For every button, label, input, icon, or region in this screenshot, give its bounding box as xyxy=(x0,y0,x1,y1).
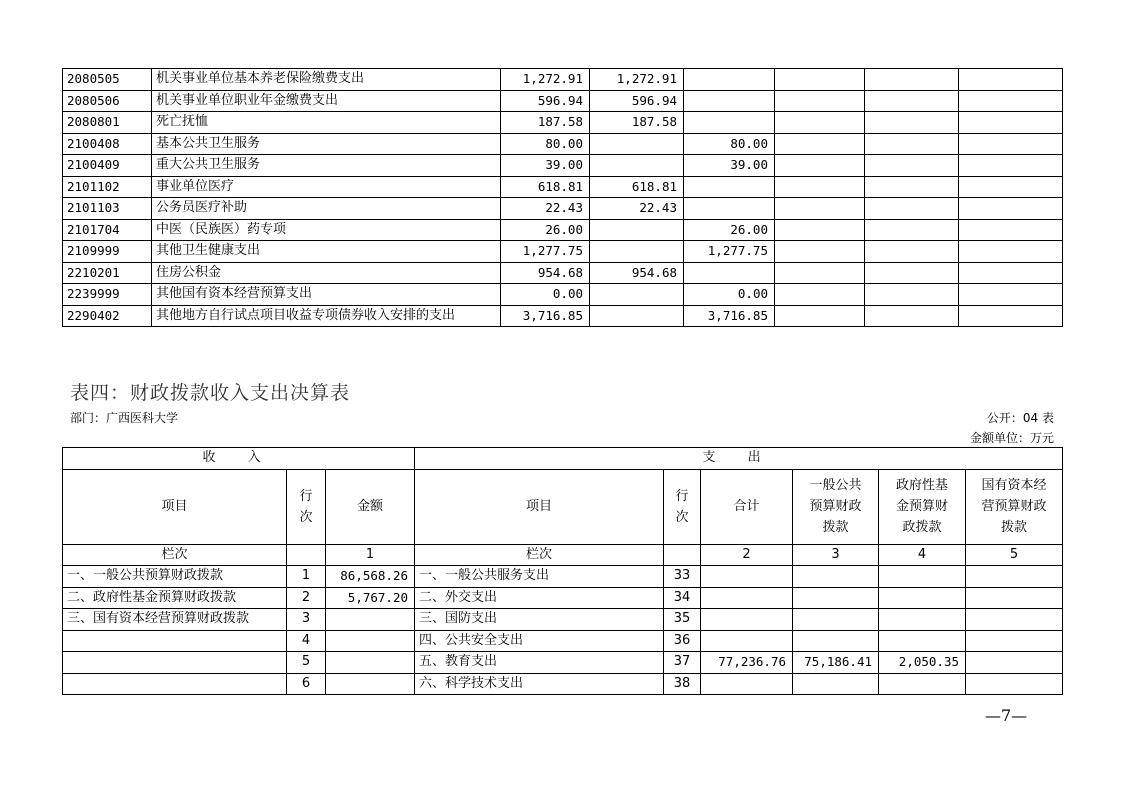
other-amount xyxy=(959,284,1063,306)
expense-row-no: 33 xyxy=(664,566,701,588)
total-amount: 596.94 xyxy=(501,90,590,112)
table-row xyxy=(63,673,1063,695)
subject-code: 2080505 xyxy=(63,69,152,91)
income-amount xyxy=(326,673,415,695)
income-row-no: 1 xyxy=(287,566,326,588)
total-amount: 1,272.91 xyxy=(501,69,590,91)
subject-name: 死亡抚恤 xyxy=(152,112,501,134)
income-row-no: 6 xyxy=(287,673,326,695)
other-amount xyxy=(775,219,865,241)
basic-expense: 618.81 xyxy=(590,176,684,198)
basic-expense xyxy=(590,133,684,155)
table-row xyxy=(63,90,1063,112)
expense-item: 四、公共安全支出 xyxy=(415,630,664,652)
income-item: 一、一般公共预算财政拨款 xyxy=(63,566,287,588)
total-amount: 1,277.75 xyxy=(501,241,590,263)
income-item-header: 项目 xyxy=(63,469,287,544)
income-amount xyxy=(326,630,415,652)
fund-budget-amount: 2,050.35 xyxy=(879,652,966,674)
other-amount xyxy=(865,198,959,220)
subject-name: 其他国有资本经营预算支出 xyxy=(152,284,501,306)
table-row xyxy=(63,176,1063,198)
subject-name: 住房公积金 xyxy=(152,262,501,284)
expense-row-no: 34 xyxy=(664,587,701,609)
income-item xyxy=(63,673,287,695)
project-expense xyxy=(684,262,775,284)
other-amount xyxy=(959,133,1063,155)
subject-name: 机关事业单位基本养老保险缴费支出 xyxy=(152,69,501,91)
fiscal-appropriation-table xyxy=(62,447,1063,695)
amount-unit-label: 金额单位：万元 xyxy=(969,431,1054,445)
general-budget-amount xyxy=(793,566,879,588)
other-amount xyxy=(775,90,865,112)
state-capital-header: 国有资本经营预算财政拨款 xyxy=(966,469,1063,544)
column-index-label: 栏次 xyxy=(415,544,664,566)
general-budget-header: 一般公共预算财政拨款 xyxy=(793,469,879,544)
project-expense: 0.00 xyxy=(684,284,775,306)
other-amount xyxy=(865,284,959,306)
other-amount xyxy=(775,198,865,220)
expenditure-detail-table xyxy=(62,68,1063,327)
basic-expense: 22.43 xyxy=(590,198,684,220)
total-amount: 26.00 xyxy=(501,219,590,241)
table-row xyxy=(63,305,1063,327)
basic-expense: 1,272.91 xyxy=(590,69,684,91)
income-row-no: 4 xyxy=(287,630,326,652)
income-item: 三、国有资本经营预算财政拨款 xyxy=(63,609,287,631)
basic-expense: 954.68 xyxy=(590,262,684,284)
expense-total: 77,236.76 xyxy=(701,652,793,674)
other-amount xyxy=(959,90,1063,112)
income-amount: 5,767.20 xyxy=(326,587,415,609)
basic-expense xyxy=(590,284,684,306)
total-amount: 39.00 xyxy=(501,155,590,177)
project-expense: 80.00 xyxy=(684,133,775,155)
subject-code: 2109999 xyxy=(63,241,152,263)
table-row xyxy=(63,587,1063,609)
income-amount xyxy=(326,609,415,631)
income-row-no-header: 行次 xyxy=(287,469,326,544)
income-amount: 86,568.26 xyxy=(326,566,415,588)
expenditure-detail-body xyxy=(63,69,1063,327)
total-amount: 22.43 xyxy=(501,198,590,220)
subject-code: 2210201 xyxy=(63,262,152,284)
expense-total xyxy=(701,630,793,652)
fund-budget-amount xyxy=(879,587,966,609)
table-row xyxy=(63,630,1063,652)
expense-item: 五、教育支出 xyxy=(415,652,664,674)
project-expense xyxy=(684,90,775,112)
other-amount xyxy=(865,133,959,155)
other-amount xyxy=(775,284,865,306)
other-amount xyxy=(775,133,865,155)
other-amount xyxy=(865,176,959,198)
table-row xyxy=(63,69,1063,91)
project-expense xyxy=(684,112,775,134)
fund-budget-amount xyxy=(879,566,966,588)
expense-row-no: 35 xyxy=(664,609,701,631)
fund-budget-amount xyxy=(879,630,966,652)
table-title: 表四：财政拨款收入支出决算表 xyxy=(70,382,351,404)
table-row xyxy=(63,241,1063,263)
other-amount xyxy=(865,69,959,91)
department-label: 部门：广西医科大学 xyxy=(70,411,179,425)
total-amount: 0.00 xyxy=(501,284,590,306)
other-amount xyxy=(775,112,865,134)
subject-name: 中医（民族医）药专项 xyxy=(152,219,501,241)
other-amount xyxy=(959,219,1063,241)
table-row xyxy=(63,112,1063,134)
other-amount xyxy=(865,305,959,327)
state-capital-amount xyxy=(966,609,1063,631)
general-budget-amount xyxy=(793,673,879,695)
basic-expense xyxy=(590,241,684,263)
expense-item-header: 项目 xyxy=(415,469,664,544)
other-amount xyxy=(959,241,1063,263)
table-row xyxy=(63,133,1063,155)
project-expense: 1,277.75 xyxy=(684,241,775,263)
subject-code: 2101102 xyxy=(63,176,152,198)
column-index-1: 1 xyxy=(326,544,415,566)
other-amount xyxy=(959,305,1063,327)
expense-total xyxy=(701,609,793,631)
fund-budget-amount xyxy=(879,609,966,631)
subject-code: 2100408 xyxy=(63,133,152,155)
subject-name: 重大公共卫生服务 xyxy=(152,155,501,177)
subject-code: 2239999 xyxy=(63,284,152,306)
table-row xyxy=(63,155,1063,177)
expense-total xyxy=(701,566,793,588)
general-budget-amount xyxy=(793,630,879,652)
state-capital-amount xyxy=(966,587,1063,609)
basic-expense xyxy=(590,219,684,241)
other-amount xyxy=(959,155,1063,177)
other-amount xyxy=(865,241,959,263)
expense-item: 六、科学技术支出 xyxy=(415,673,664,695)
subject-name: 基本公共卫生服务 xyxy=(152,133,501,155)
other-amount xyxy=(865,262,959,284)
expense-row-no: 36 xyxy=(664,630,701,652)
general-budget-amount: 75,186.41 xyxy=(793,652,879,674)
income-item xyxy=(63,630,287,652)
subject-code: 2080801 xyxy=(63,112,152,134)
income-amount-header: 金额 xyxy=(326,469,415,544)
column-index-empty xyxy=(287,544,326,566)
expense-row-no-header: 行次 xyxy=(664,469,701,544)
state-capital-amount xyxy=(966,630,1063,652)
state-capital-amount xyxy=(966,652,1063,674)
subject-code: 2290402 xyxy=(63,305,152,327)
table-row xyxy=(63,652,1063,674)
project-expense: 26.00 xyxy=(684,219,775,241)
other-amount xyxy=(865,219,959,241)
project-expense xyxy=(684,176,775,198)
subject-code: 2101704 xyxy=(63,219,152,241)
basic-expense: 596.94 xyxy=(590,90,684,112)
column-index-empty xyxy=(664,544,701,566)
state-capital-amount xyxy=(966,673,1063,695)
column-index-label: 栏次 xyxy=(63,544,287,566)
subject-name: 其他卫生健康支出 xyxy=(152,241,501,263)
state-capital-amount xyxy=(966,566,1063,588)
project-expense xyxy=(684,69,775,91)
income-row-no: 2 xyxy=(287,587,326,609)
income-amount xyxy=(326,652,415,674)
total-amount: 3,716.85 xyxy=(501,305,590,327)
column-index-3: 3 xyxy=(793,544,879,566)
other-amount xyxy=(865,155,959,177)
expense-row-no: 37 xyxy=(664,652,701,674)
other-amount xyxy=(865,90,959,112)
subject-code: 2101103 xyxy=(63,198,152,220)
table-row xyxy=(63,566,1063,588)
other-amount xyxy=(775,176,865,198)
expense-total xyxy=(701,673,793,695)
fund-budget-amount xyxy=(879,673,966,695)
general-budget-amount xyxy=(793,609,879,631)
column-index-4: 4 xyxy=(879,544,966,566)
other-amount xyxy=(959,198,1063,220)
table-row xyxy=(63,219,1063,241)
expense-item: 二、外交支出 xyxy=(415,587,664,609)
expense-item: 三、国防支出 xyxy=(415,609,664,631)
page-number: —7— xyxy=(985,706,1028,725)
income-row-no: 5 xyxy=(287,652,326,674)
expense-total xyxy=(701,587,793,609)
general-budget-amount xyxy=(793,587,879,609)
column-index-5: 5 xyxy=(966,544,1063,566)
subject-name: 公务员医疗补助 xyxy=(152,198,501,220)
subject-code: 2100409 xyxy=(63,155,152,177)
project-expense: 3,716.85 xyxy=(684,305,775,327)
other-amount xyxy=(959,176,1063,198)
income-item xyxy=(63,652,287,674)
total-amount: 187.58 xyxy=(501,112,590,134)
other-amount xyxy=(959,262,1063,284)
table-row xyxy=(63,609,1063,631)
report-number: 公开：04 表 xyxy=(986,411,1054,425)
other-amount xyxy=(775,69,865,91)
other-amount xyxy=(775,241,865,263)
other-amount xyxy=(865,112,959,134)
column-index-row xyxy=(63,544,1063,566)
total-amount: 80.00 xyxy=(501,133,590,155)
column-index-2: 2 xyxy=(701,544,793,566)
other-amount xyxy=(959,112,1063,134)
subject-name: 机关事业单位职业年金缴费支出 xyxy=(152,90,501,112)
project-expense xyxy=(684,198,775,220)
fiscal-appropriation-body xyxy=(63,448,1063,695)
income-item: 二、政府性基金预算财政拨款 xyxy=(63,587,287,609)
other-amount xyxy=(775,262,865,284)
total-amount: 618.81 xyxy=(501,176,590,198)
basic-expense: 187.58 xyxy=(590,112,684,134)
subject-code: 2080506 xyxy=(63,90,152,112)
basic-expense xyxy=(590,155,684,177)
subject-name: 其他地方自行试点项目收益专项债券收入安排的支出 xyxy=(152,305,501,327)
expense-row-no: 38 xyxy=(664,673,701,695)
group-header-row xyxy=(63,448,1063,470)
table-row xyxy=(63,262,1063,284)
other-amount xyxy=(775,305,865,327)
other-amount xyxy=(775,155,865,177)
income-header: 收 入 xyxy=(63,448,415,470)
other-amount xyxy=(959,69,1063,91)
total-header: 合计 xyxy=(701,469,793,544)
basic-expense xyxy=(590,305,684,327)
total-amount: 954.68 xyxy=(501,262,590,284)
column-header-row xyxy=(63,469,1063,544)
table-row xyxy=(63,198,1063,220)
subject-name: 事业单位医疗 xyxy=(152,176,501,198)
income-row-no: 3 xyxy=(287,609,326,631)
table-row xyxy=(63,284,1063,306)
expense-header: 支 出 xyxy=(415,448,1063,470)
fund-budget-header: 政府性基金预算财政拨款 xyxy=(879,469,966,544)
project-expense: 39.00 xyxy=(684,155,775,177)
expense-item: 一、一般公共服务支出 xyxy=(415,566,664,588)
